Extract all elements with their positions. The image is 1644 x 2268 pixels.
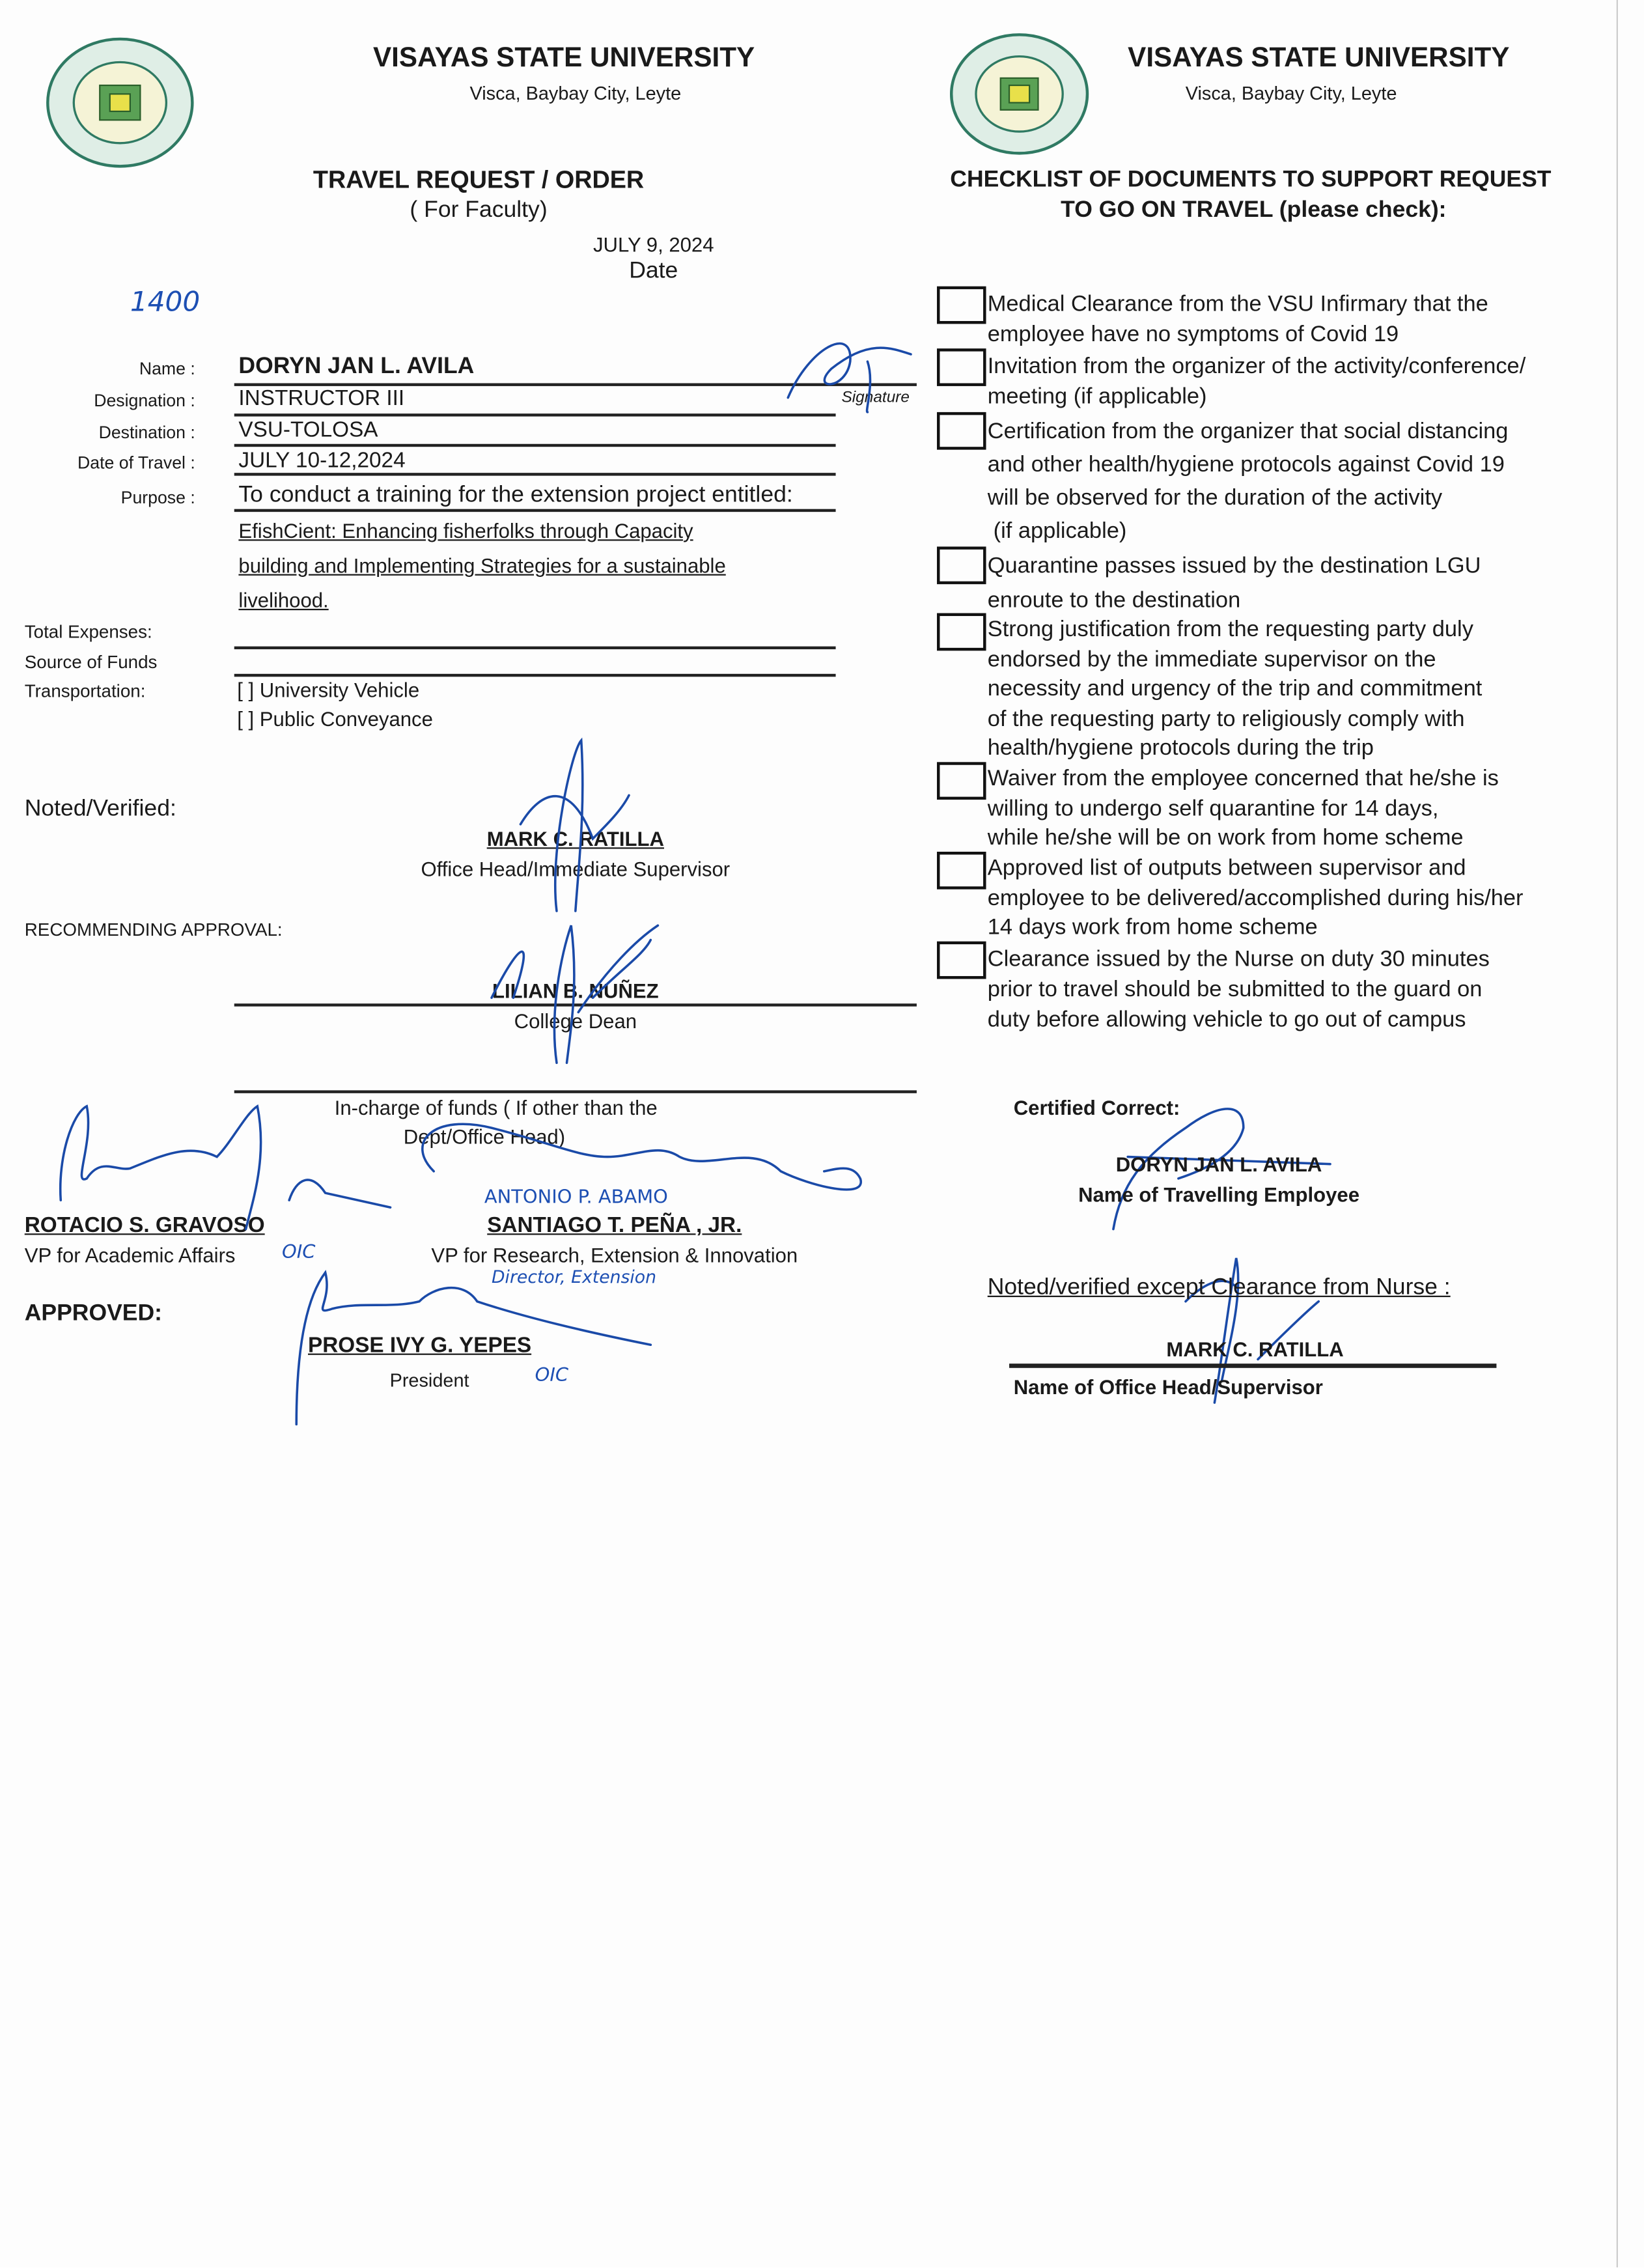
handwritten-oic-note-2: OIC xyxy=(535,1365,569,1387)
checklist-item-2: Invitation from the organizer of the activity/conference/ meeting (if applicable) xyxy=(987,354,1526,410)
transportation-label: Transportation: xyxy=(24,680,146,702)
handwritten-number: 1400 xyxy=(130,286,201,318)
scan-edge xyxy=(1617,0,1618,2267)
checklist-checkbox-5[interactable] xyxy=(937,613,986,651)
office-head-name: MARK C. RATILLA xyxy=(1166,1337,1344,1361)
purpose-line-1: To conduct a training for the extension project entitled: xyxy=(238,483,793,508)
checklist-checkbox-1[interactable] xyxy=(937,287,986,324)
purpose-line-2: EfishCient: Enhancing fisherfolks through Capacity xyxy=(238,519,693,542)
supervisor-title: Office Head/Immediate Supervisor xyxy=(421,857,731,881)
approved-label: APPROVED: xyxy=(24,1301,162,1326)
supervisor-name: MARK C. RATILLA xyxy=(486,827,664,850)
handwritten-oic-note-1: OIC xyxy=(282,1242,316,1264)
vp-academic-name: ROTACIO S. GRAVOSO xyxy=(24,1213,265,1238)
checklist-checkbox-7[interactable] xyxy=(937,852,986,889)
transport-option-university-vehicle[interactable]: [ ] University Vehicle xyxy=(237,678,420,702)
traveling-employee-name: DORYN JAN L. AVILA xyxy=(1115,1152,1322,1176)
checklist-item-6: Waiver from the employee concerned that he/she is willing to undergo self quarantine for 14 days, while he/she will be on work from home scheme xyxy=(987,766,1499,850)
checklist-checkbox-2[interactable] xyxy=(937,348,986,386)
office-head-line xyxy=(1009,1364,1496,1367)
university-name: VISAYAS STATE UNIVERSITY xyxy=(372,43,755,74)
designation-label: Designation : xyxy=(94,390,195,411)
funds-incharge-caption-2: Dept/Office Head) xyxy=(403,1125,566,1149)
recommending-approval-label: RECOMMENDING APPROVAL: xyxy=(24,919,283,940)
date-of-travel-label: Date of Travel : xyxy=(77,453,195,473)
name-value: DORYN JAN L. AVILA xyxy=(238,354,475,379)
president-title: President xyxy=(389,1369,469,1392)
handwritten-oic-name: ANTONIO P. ABAMO xyxy=(484,1187,668,1209)
source-of-funds-label: Source of Funds xyxy=(24,652,158,673)
checklist-item-5: Strong justification from the requesting party duly endorsed by the immediate supervisor on the necessity and urgency of the trip and commitment of the requesting party to religiously comply with health/hygiene protocols during the trip xyxy=(987,617,1483,761)
certified-correct-label: Certified Correct: xyxy=(1013,1096,1180,1119)
total-expenses-label: Total Expenses: xyxy=(24,621,152,642)
checklist-item-4: Quarantine passes issued by the destination LGU enroute to the destination xyxy=(987,553,1481,613)
university-address-right: Visca, Baybay City, Leyte xyxy=(1185,82,1397,104)
traveling-employee-caption: Name of Travelling Employee xyxy=(1078,1183,1360,1207)
university-address: Visca, Baybay City, Leyte xyxy=(469,82,682,104)
dean-title: College Dean xyxy=(514,1009,637,1033)
vp-research-title: VP for Research, Extension & Innovation xyxy=(431,1243,798,1267)
checklist-item-8: Clearance issued by the Nurse on duty 30 minutes prior to travel should be submitted to the guard on duty before allowing vehicle to go out of campus xyxy=(987,947,1490,1033)
checklist-title-2: TO GO ON TRAVEL (please check): xyxy=(1061,198,1447,223)
purpose-line-4: livelihood. xyxy=(238,588,329,612)
vp-academic-title: VP for Academic Affairs xyxy=(24,1243,236,1267)
destination-label: Destination : xyxy=(98,422,195,443)
checklist-checkbox-4[interactable] xyxy=(937,546,986,584)
checklist-checkbox-6[interactable] xyxy=(937,762,986,800)
designation-value: INSTRUCTOR III xyxy=(238,385,405,411)
checklist-item-7: Approved list of outputs between supervisor and employee to be delivered/accomplished during his/her 14 days work from home scheme xyxy=(987,856,1524,940)
office-head-caption: Name of Office Head/Supervisor xyxy=(1013,1375,1323,1399)
request-date: JULY 9, 2024 xyxy=(592,232,714,257)
form-subtitle: ( For Faculty) xyxy=(410,198,548,223)
checklist-title-1: CHECKLIST OF DOCUMENTS TO SUPPORT REQUEST xyxy=(950,167,1552,193)
checklist-item-1: Medical Clearance from the VSU Infirmary that the employee have no symptoms of Covid 19 xyxy=(987,292,1488,347)
university-name-right: VISAYAS STATE UNIVERSITY xyxy=(1128,43,1510,74)
destination-value: VSU-TOLOSA xyxy=(238,417,378,443)
form-title: TRAVEL REQUEST / ORDER xyxy=(313,166,645,194)
date-label: Date xyxy=(629,259,678,284)
checklist-item-3: Certification from the organizer that social distancing and other health/hygiene protocols against Covid 19 will be observed for the duration of the activity (if applicable) xyxy=(987,419,1509,544)
checklist-checkbox-8[interactable] xyxy=(937,942,986,979)
president-name: PROSE IVY G. YEPES xyxy=(308,1333,532,1358)
noted-verified-label: Noted/Verified: xyxy=(24,796,176,822)
checklist-checkbox-3[interactable] xyxy=(937,412,986,450)
purpose-label: Purpose : xyxy=(120,487,195,508)
dean-name: LILIAN B. NUÑEZ xyxy=(492,979,659,1002)
name-label: Name : xyxy=(139,358,195,379)
handwritten-oic-title: Director, Extension xyxy=(492,1267,656,1287)
vp-research-name: SANTIAGO T. PEÑA , JR. xyxy=(487,1213,742,1238)
signature-label: Signature xyxy=(841,389,910,407)
purpose-line-3: building and Implementing Strategies for a sustainable xyxy=(238,553,726,578)
funds-incharge-caption-1: In-charge of funds ( If other than the xyxy=(334,1096,658,1119)
noted-except-nurse-label: Noted/verified except Clearance from Nurse : xyxy=(987,1275,1451,1300)
transport-option-public-conveyance[interactable]: [ ] Public Conveyance xyxy=(237,707,433,731)
date-of-travel-value: JULY 10-12,2024 xyxy=(238,448,406,473)
